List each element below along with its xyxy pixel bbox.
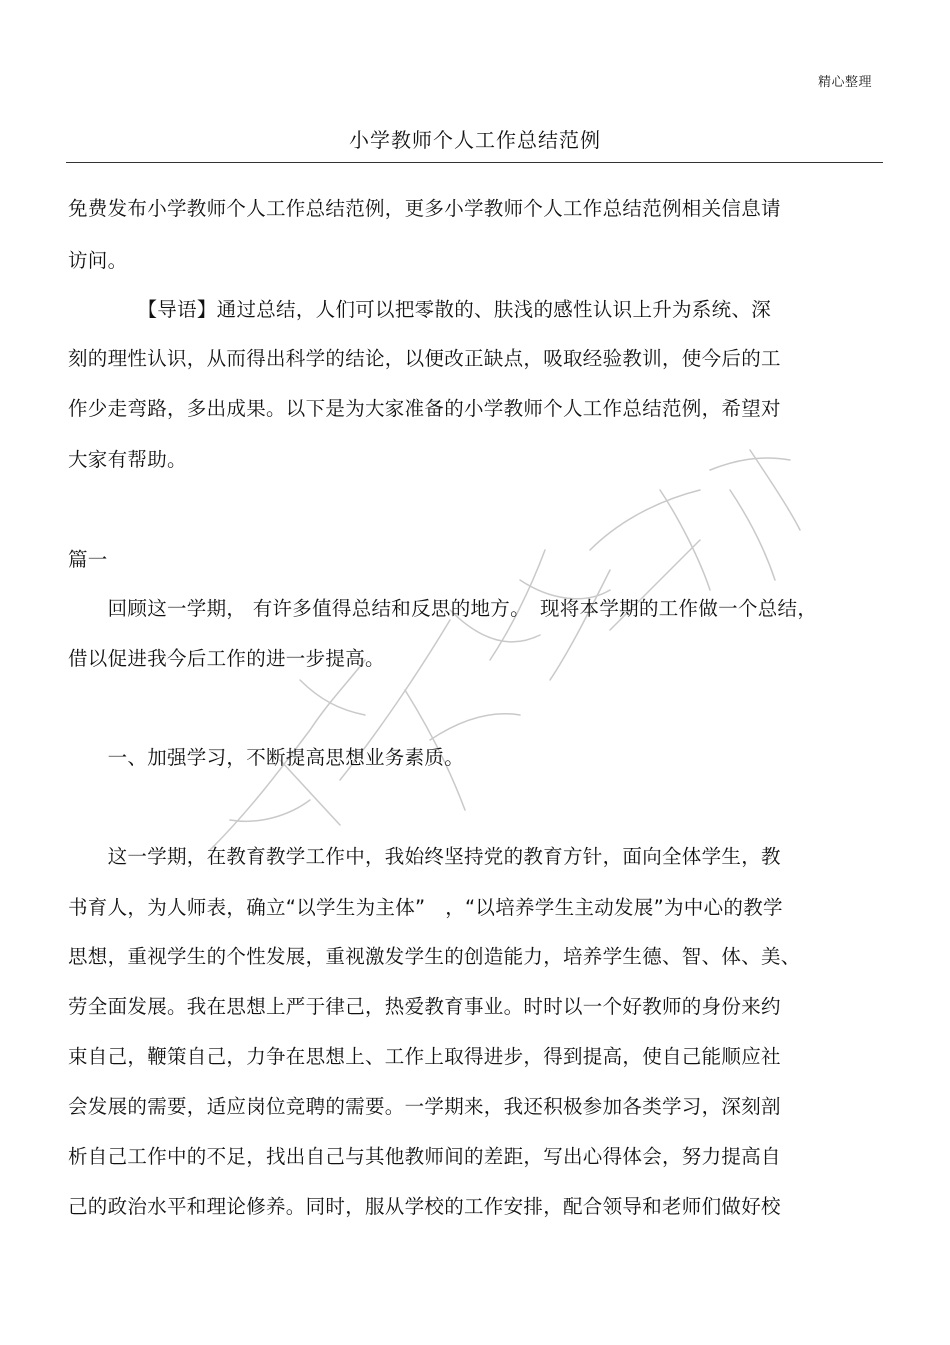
paragraph-line: 这一学期，在教育教学工作中，我始终坚持党的教育方针，面向全体学生，教 (68, 845, 781, 868)
paragraph-line: 刻的理性认识，从而得出科学的结论，以便改正缺点，吸取经验教训，使今后的工 (68, 347, 781, 370)
paragraph-line: 借以促进我今后工作的进一步提高。 (68, 647, 385, 670)
title-divider (66, 162, 883, 163)
paragraph-line: 免费发布小学教师个人工作总结范例，更多小学教师个人工作总结范例相关信息请 (68, 197, 781, 220)
paragraph-line: 【导语】通过总结，人们可以把零散的、肤浅的感性认识上升为系统、深 (68, 298, 772, 321)
paragraph-line: 会发展的需要，适应岗位竞聘的需要。一学期来，我还积极参加各类学习，深刻剖 (68, 1095, 781, 1118)
paragraph-line: 作少走弯路，多出成果。以下是为大家准备的小学教师个人工作总结范例，希望对 (68, 397, 781, 420)
paragraph-line: 思想，重视学生的个性发展，重视激发学生的创造能力，培养学生德、智、体、美、 (68, 945, 801, 968)
section-heading: 篇一 (68, 548, 108, 571)
paragraph-line: 己的政治水平和理论修养。同时，服从学校的工作安排，配合领导和老师们做好校 (68, 1195, 781, 1218)
paragraph-line: 劳全面发展。我在思想上严于律己，热爱教育事业。时时以一个好教师的身份来约 (68, 995, 781, 1018)
paragraph-line: 访问。 (68, 249, 128, 272)
header-tag: 精心整理 (818, 75, 873, 90)
paragraph-line: 析自己工作中的不足，找出自己与其他教师间的差距，写出心得体会，努力提高自 (68, 1145, 781, 1168)
subsection-heading: 一、加强学习，不断提高思想业务素质。 (68, 746, 465, 769)
paragraph-line: 书育人，为人师表，确立“以学生为主体” ，“以培养学生主动发展”为中心的教学 (68, 896, 783, 919)
paragraph-line: 回顾这一学期， 有许多值得总结和反思的地方。 现将本学期的工作做一个总结， (68, 597, 818, 620)
paragraph-line: 束自己，鞭策自己，力争在思想上、工作上取得进步，得到提高，使自己能顺应社 (68, 1045, 781, 1068)
page-title: 小学教师个人工作总结范例 (349, 128, 601, 152)
paragraph-line: 大家有帮助。 (68, 448, 187, 471)
